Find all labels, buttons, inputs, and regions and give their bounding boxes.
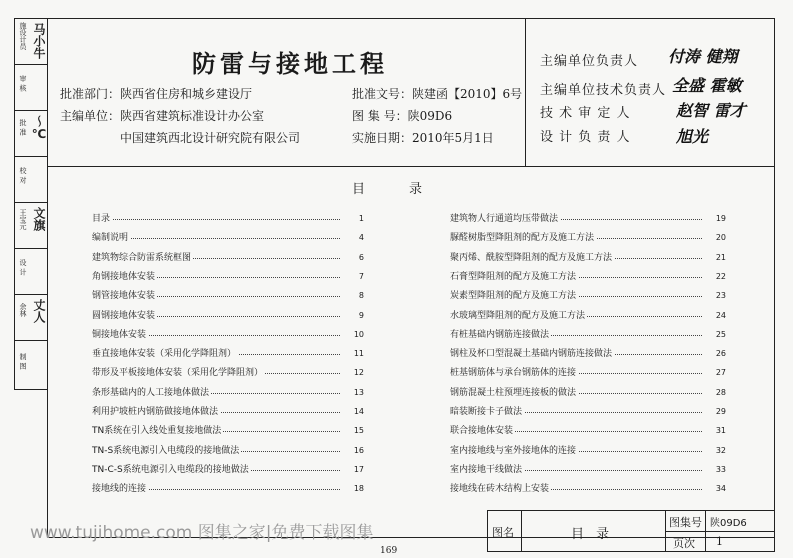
toc-entry-page: 13 [353,387,364,397]
toc-entry-page: 23 [715,291,726,301]
strip-label: 余林 [19,303,27,317]
approval-dept: 批准部门：陕西省住房和城乡建设厅 [60,87,253,101]
title-block [487,510,775,552]
toc-entry-title: 室内接地线与室外接地体的连接 [450,445,577,456]
toc-entry [450,444,726,458]
toc-entry-title: 垂直接地体安装（采用化学降阻剂） [92,349,237,360]
toc-entry [450,251,726,265]
resp-role: 主编单位负责人 [540,54,639,69]
watermark: www.tujihome.com 图集之家|免费下载图集 [30,523,374,543]
toc-entry-title: 暗装断接卡子做法 [450,407,523,417]
toc-entry-title: 桩基钢筋体与承台钢筋体的连接 [450,368,577,379]
toc-leader [92,219,340,220]
toc-entry [92,463,364,477]
strip-signature: 丈人 [32,299,46,323]
toc-entry-title: 室内接地干线做法 [450,464,523,475]
page-title: 防雷与接地工程 [192,50,388,78]
toc-entry-title: 接地线在砖木结构上安装 [450,484,550,495]
toc-entry-page: 14 [353,407,364,416]
toc-entry-title: 接地线的连接 [92,484,147,495]
toc-entry [450,289,726,303]
resp-role: 技 术 审 定 人 [540,106,631,121]
toc-entry-page: 1 [358,214,364,223]
drawing-name-value: 目 录 [571,527,614,542]
toc-entry [92,231,364,245]
resp-role: 设 计 负 责 人 [540,130,631,145]
resp-role: 主编单位技术负责人 [540,83,667,98]
strip-label: 施设计员 [19,22,27,50]
toc-title: 目录 [352,182,467,197]
resp-signature: 旭光 [676,127,709,146]
strip-cell [15,249,47,295]
toc-entry-title: 聚丙烯、酰胺型降阻剂的配方及施工方法 [450,252,613,263]
approval-strip [14,18,48,390]
toc-entry [450,366,726,380]
toc-entry [92,289,364,303]
toc-entry-title: TN-S系统电源引入电缆段的接地做法 [92,445,240,456]
toc-entry [450,482,726,496]
toc-entry [92,482,364,496]
toc-entry-title: 钢柱及杯口型混凝土基础内钢筋连接做法 [450,349,613,360]
toc-entry-page: 29 [715,407,726,416]
toc-entry [450,386,726,400]
toc-entry-page: 22 [715,271,726,281]
toc-entry-title: TN-C-S系统电源引入电缆段的接地做法 [92,464,249,475]
toc-entry-page: 8 [358,291,364,301]
toc-entry-title: 铜接地体安装 [92,329,147,340]
toc-entry-page: 9 [358,310,364,320]
toc-entry [92,424,364,438]
strip-cell [15,157,47,203]
toc-entry-page: 11 [353,349,364,359]
toc-entry [450,309,726,323]
institute: 中国建筑西北设计研究院有限公司 [120,131,301,145]
toc-entry [450,212,726,226]
toc-entry-page: 24 [715,310,726,320]
strip-cell [15,341,47,389]
toc-entry-title: 石膏型降阻剂的配方及施工方法 [450,271,577,282]
strip-label: 制 图 [19,353,27,370]
implementation-date: 实施日期：2010年5月1日 [352,131,494,145]
toc-entry-page: 32 [715,445,726,455]
toc-entry-title: 利用护坡桩内钢筋做接地体做法 [92,407,219,417]
resp-signature: 全盛 霍敏 [672,76,742,95]
toc-entry-page: 10 [353,329,364,339]
toc-entry-title: 有桩基础内钢筋连接做法 [450,329,550,340]
toc-entry [450,328,726,342]
toc-entry [92,270,364,284]
page-value: 1 [716,535,723,548]
toc-entry [92,212,364,226]
toc-entry-page: 26 [715,349,726,359]
toc-entry-title: 脲醛树脂型降阻剂的配方及施工方法 [450,233,595,244]
resp-signature: 赵智 雷才 [676,101,746,120]
toc-entry-title: 钢筋混凝土柱预埋连接板的做法 [450,387,577,398]
toc-entry-title: 钢管接地体安装 [92,291,156,302]
drawing-name-label: 图名 [492,526,514,539]
toc-entry-title: 角钢接地体安装 [92,271,156,282]
toc-entry [450,405,726,419]
toc-entry-title: 编制说明 [92,233,129,244]
toc-entry-title: 目录 [92,214,111,224]
toc-entry-page: 4 [358,233,364,243]
toc-entry [92,328,364,342]
compile-unit: 主编单位：陕西省建筑标准设计办公室 [60,109,265,123]
page-number: 169 [380,546,398,556]
toc-entry-page: 7 [358,271,364,281]
toc-entry-page: 34 [715,484,726,494]
toc-entry-page: 25 [715,329,726,339]
toc-entry-page: 12 [353,368,364,378]
toc-entry-page: 6 [358,252,364,262]
toc-entry-page: 31 [715,426,726,436]
toc-entry [92,347,364,361]
toc-entry-title: 带形及平板接地体安装（采用化学降阻剂） [92,368,264,379]
toc-entry [92,386,364,400]
toc-entry-page: 20 [715,233,726,243]
toc-entry-page: 33 [715,464,726,474]
page-label: 页次 [673,537,695,550]
toc-entry-title: 炭素型降阻剂的配方及施工方法 [450,291,577,302]
strip-cell [15,203,47,249]
approval-doc: 批准文号：陕建函【2010】6号 [352,87,523,101]
strip-cell [15,65,47,111]
toc-entry-page: 28 [715,387,726,397]
atlas-number-value: 陕09D6 [710,518,747,529]
strip-cell [15,111,47,157]
toc-entry-title: 水玻璃型降阻剂的配方及施工方法 [450,310,586,321]
strip-label: 审 核 [19,75,27,92]
toc-entry [92,405,364,419]
toc-entry-title: TN系统在引入线处重复接地做法 [92,426,222,437]
toc-entry-title: 联合接地体安装 [450,426,514,437]
toc-entry-page: 17 [353,464,364,474]
toc-entry-title: 圆钢接地体安装 [92,310,156,321]
strip-signature: ～℃ [32,115,46,141]
toc-entry [450,231,726,245]
toc-entry [92,251,364,265]
toc-entry-title: 建筑物综合防雷系统框图 [92,252,192,263]
strip-cell [15,19,47,65]
toc-entry-title: 建筑物人行通道均压带做法 [450,214,559,224]
toc-entry [92,444,364,458]
header-divider [47,166,775,167]
atlas-number-label: 图集号 [669,516,702,529]
toc-entry [450,463,726,477]
toc-entry [450,424,726,438]
toc-entry-page: 16 [353,445,364,455]
strip-signature: 马小牛 [32,23,46,59]
strip-signature: 文旗 [32,207,46,231]
strip-label: 设 计 [19,259,27,276]
strip-label: 校 对 [19,167,27,184]
resp-signature: 付涛 健翔 [668,47,738,66]
toc-entry-page: 21 [715,252,726,262]
header-column-divider [525,18,526,166]
strip-label: 批 准 [19,119,27,136]
strip-label: 王宝元 [19,209,27,230]
toc-entry [450,270,726,284]
strip-cell [15,295,47,341]
toc-entry-page: 15 [353,426,364,436]
toc-entry [450,347,726,361]
toc-entry-page: 18 [353,484,364,494]
toc-entry-title: 条形基础内的人工接地体做法 [92,387,210,398]
atlas-number: 图 集 号：陕09D6 [352,109,453,123]
toc-entry [92,366,364,380]
toc-entry-page: 19 [715,214,726,223]
toc-entry-page: 27 [715,368,726,378]
toc-entry [92,309,364,323]
